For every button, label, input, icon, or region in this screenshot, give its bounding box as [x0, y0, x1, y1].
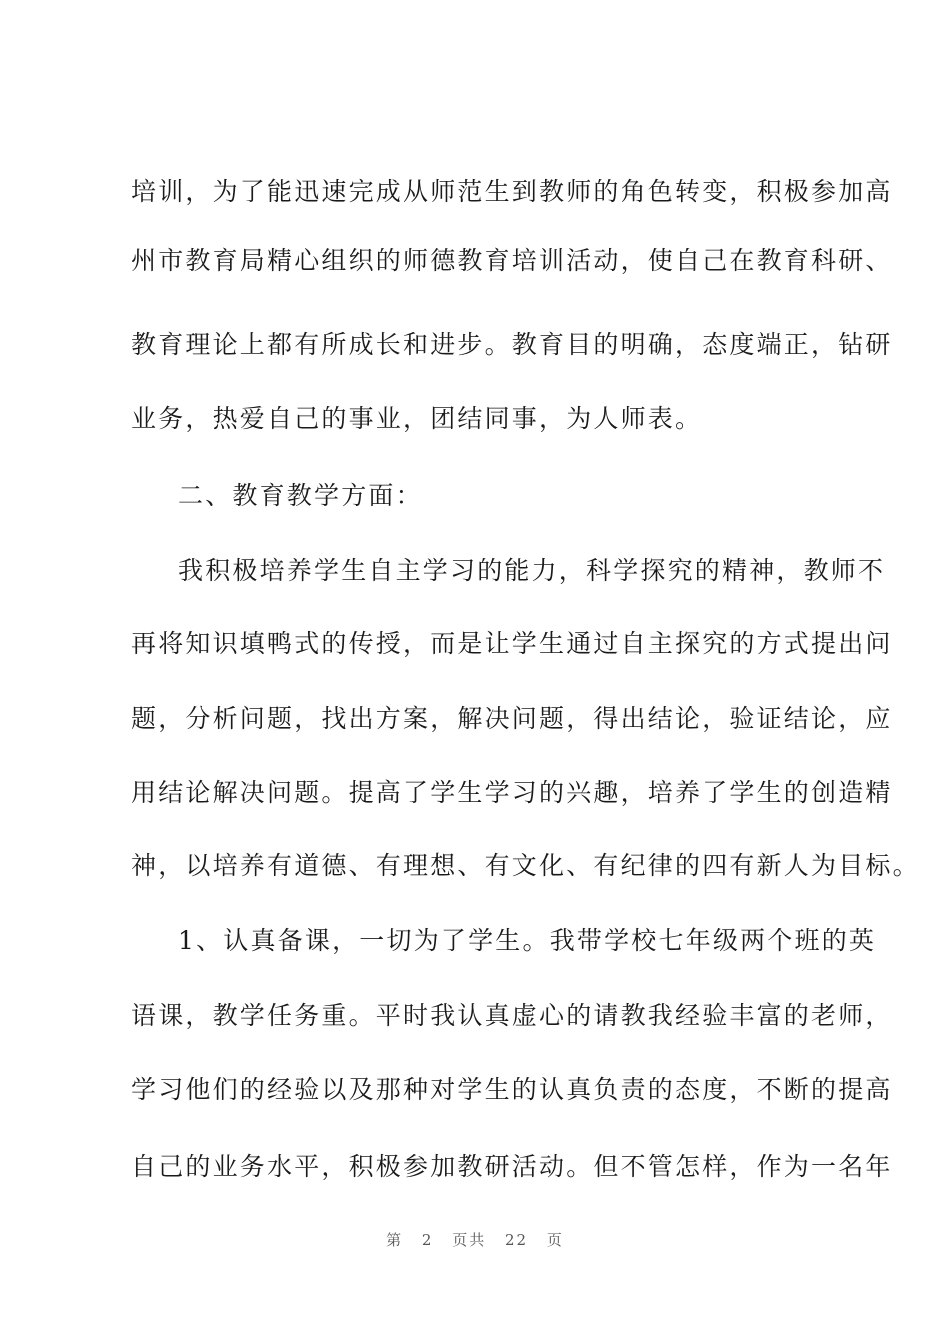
section-heading: 二、教育教学方面：	[178, 481, 423, 510]
text-line: 题，分析问题，找出方案，解决问题，得出结论，验证结论，应	[131, 704, 893, 733]
footer-total-pages: 22	[505, 1231, 529, 1249]
text-line: 州市教育局精心组织的师德教育培训活动，使自己在教育科研、	[131, 246, 893, 275]
text-line: 1、认真备课，一切为了学生。我带学校七年级两个班的英	[178, 926, 877, 955]
text-line: 业务，热爱自己的事业，团结同事，为人师表。	[131, 404, 703, 433]
page-footer	[0, 1229, 950, 1250]
text-line: 神，以培养有道德、有理想、有文化、有纪律的四有新人为目标。	[131, 851, 920, 880]
text-line: 语课，教学任务重。平时我认真虚心的请教我经验丰富的老师，	[131, 1001, 893, 1030]
text-line: 我积极培养学生自主学习的能力，科学探究的精神，教师不	[178, 556, 886, 585]
footer-suffix: 页	[546, 1231, 564, 1249]
text-line: 学习他们的经验以及那种对学生的认真负责的态度，不断的提高	[131, 1075, 893, 1104]
footer-middle: 页共	[452, 1231, 487, 1249]
text-line: 培训，为了能迅速完成从师范生到教师的角色转变，积极参加高	[131, 177, 893, 206]
footer-current-page: 2	[421, 1231, 434, 1249]
text-line: 再将知识填鸭式的传授，而是让学生通过自主探究的方式提出问	[131, 629, 893, 658]
text-line: 教育理论上都有所成长和进步。教育目的明确，态度端正，钻研	[131, 330, 893, 359]
text-line: 自己的业务水平，积极参加教研活动。但不管怎样，作为一名年	[131, 1152, 893, 1181]
footer-prefix: 第	[386, 1231, 404, 1249]
text-line: 用结论解决问题。提高了学生学习的兴趣，培养了学生的创造精	[131, 778, 893, 807]
